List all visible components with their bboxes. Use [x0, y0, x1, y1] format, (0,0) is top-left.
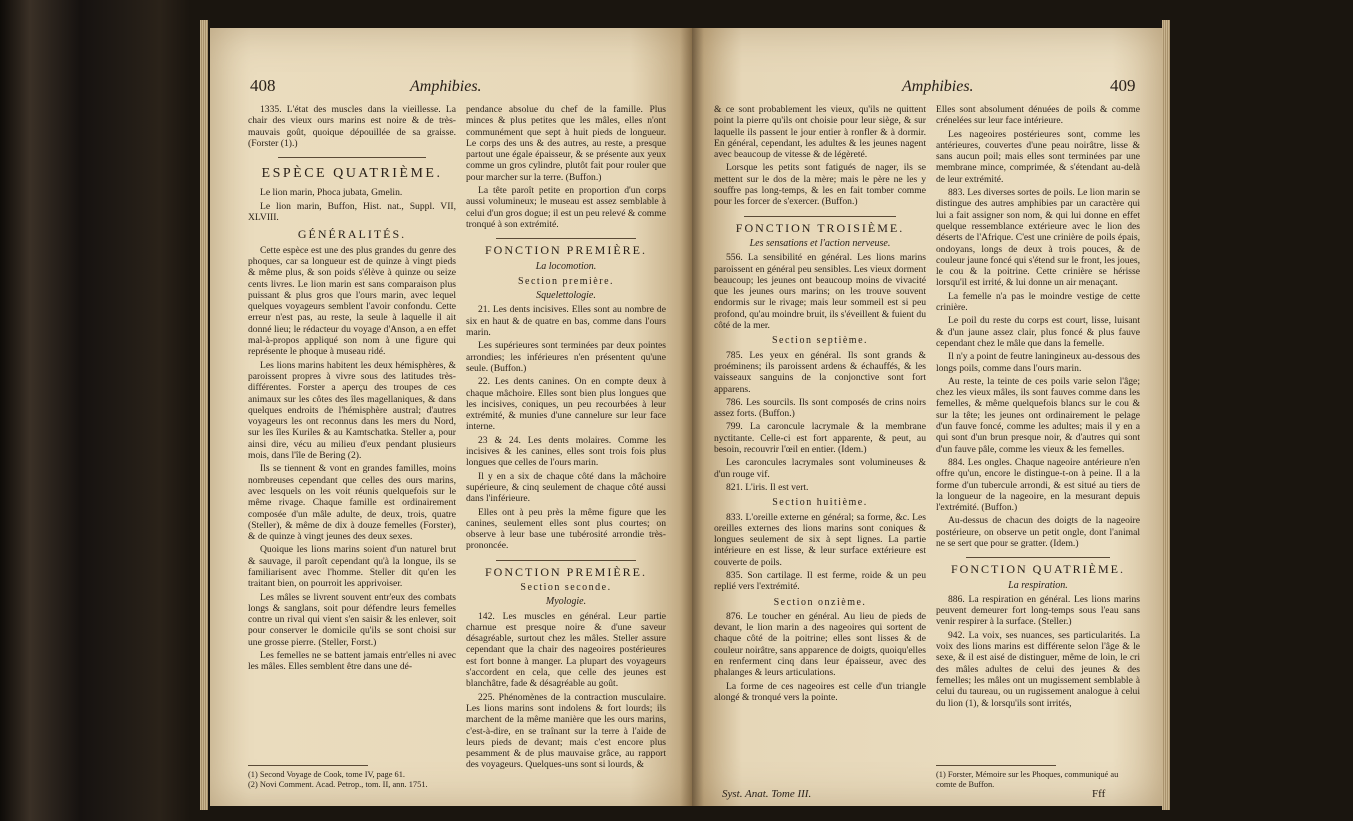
section-heading: FONCTION PREMIÈRE.: [484, 564, 647, 579]
subsection-title: La locomotion.: [535, 260, 597, 272]
signature-mark: Syst. Anat. Tome III.: [722, 788, 812, 800]
section-rule: [966, 557, 1110, 558]
right-page-number: 409: [1110, 76, 1136, 95]
paragraph: La tête paroît petite en proportion d'un corps aussi volumineux; le museau est assez semblable à celui d'un gros dogue; il est un peu relevé & comme tronqué à son extrémité.: [466, 185, 666, 230]
paragraph: 833. L'oreille externe en général; sa forme, &c. Les oreilles externes des lions marins sont coniques & longues seulement de six à sept lignes. La partie intérieure en est lisse, & leur surface extérieure est couverte de poils.: [714, 511, 926, 568]
paragraph: Quoique les lions marins soient d'un naturel brut & sauvage, il paroît cependant qu'à la longue, ils se familiarisent avec l'homme. Steller dit qu'en les traitant bien, on pourroit les apprivoiser.: [248, 544, 456, 590]
section-rule: [496, 560, 636, 561]
subsection-heading: Section septième.: [771, 335, 869, 347]
paragraph: Les femelles ne se battent jamais entr'elles ni avec les mâles. Elles semblent être dans une dé-: [248, 650, 456, 673]
subsection-heading: Section onzième.: [773, 596, 867, 608]
paragraph: Cette espèce est une des plus grandes du genre des phoques, car sa longueur est de quinze à vingt pieds & même plus, & son poids s'élève à quinze ou seize cents livres. Le lion marin est sans comparaison plus puissant & plus gros que l'ours marin, avec lequel quelques voyageurs semblent l'avoir confondu. Cette erreur n'est pas, au reste, la seule à laquelle il ait donné lieu; le rédacteur du voyage d'Anson, a en effet mal-à-propos appliqué son nom à une figure qui représente le phoque à museau ridé.: [248, 244, 456, 358]
paragraph: 22. Les dents canines. On en compte deux à chaque mâchoire. Elles sont bien plus longues que les incisives, coniques, un peu recourbées à leur extrémité, & munies d'une cannelure sur leur face interne.: [466, 376, 666, 433]
section-heading: ESPÈCE QUATRIÈME.: [261, 166, 443, 182]
right-column-2: [936, 104, 1140, 711]
subsection-heading: Section première.: [517, 275, 615, 287]
paragraph: 556. La sensibilité en général. Les lions marins paroissent en général peu sensibles. Les vieux dorment beaucoup; les jeunes ont beaucoup moins de vivacité que les jeunes ours marins; on les trouve souvent endormis sur le rivage; mais leur sommeil est si peu profond, qu'au moindre bruit, ils s'éveillent & fuient du côté de la mer.: [714, 252, 926, 332]
subsection-title: La respiration.: [1008, 579, 1068, 591]
paragraph: 1335. L'état des muscles dans la vieillesse. La chair des vieux ours marins est noire & de très-mauvais goût, quoique dépouillée de sa graisse. (Forster (1).): [248, 104, 456, 149]
paragraph: 142. Les muscles en général. Leur partie charnue est presque noire & d'une saveur désagréable, surtout chez les mâles. Steller assure cependant que la chair des nageoires postérieures est fort bonne à manger. La plupart des voyageurs s'accordent en cela, que celle des jeunes est blanchâtre, fade & désagréable au goût.: [466, 610, 666, 690]
paragraph: pendance absolue du chef de la famille. Plus minces & plus petites que les mâles, elles n'ont communément que sept à huit pieds de longueur. Le corps des uns & des autres, au reste, a presque partout une égale épaisseur, & se présente aux yeux comme un gros cylindre, plutôt fait pour rouler que pour marcher sur la terre. (Buffon.): [466, 104, 666, 183]
paragraph: Le poil du reste du corps est court, lisse, luisant & d'un jaune assez clair, plus foncé & plus fauve cependant chez le mâle que dans la femelle.: [936, 315, 1140, 349]
left-column-2: [466, 104, 666, 773]
paragraph: Il n'y a point de feutre laningineux au-dessous des longs poils, comme dans l'ours marin.: [936, 351, 1140, 374]
paragraph: Le lion marin, Buffon, Hist. nat., Suppl. VII, XLVIII.: [248, 200, 456, 224]
right-running-head: Amphibies.: [902, 78, 974, 95]
paragraph: 799. La caroncule lacrymale & la membrane nyctitante. Celle-ci est fort apparente, & peut, au besoin, recouvrir l'œil en entier. (Idem.): [714, 421, 926, 456]
section-heading: GÉNÉRALITÉS.: [297, 227, 407, 242]
paragraph: 883. Les diverses sortes de poils. Le lion marin se distingue des autres amphibies par un caractère qui lui a fait assigner son nom, & qui lui donne en effet quelque ressemblance extérieure avec le lion des déserts de l'Afrique. C'est une crinière de poils épais, ondoyans, longs de deux à trois pouces, & de couleur jaune foncé qui s'étend sur le front, les joues, le cou & la poitrine. Cette crinière se hérisse lorsqu'il est irrité, & lui donne un air menaçant.: [936, 187, 1140, 289]
paragraph: 876. Le toucher en général. Au lieu de pieds de devant, le lion marin a des nageoires qui sortent de chaque côté de la poitrine; elles sont lisses & de couleur noirâtre, sans apparence de doigts, quoiqu'elles en renferment cinq dans leur épaisseur, avec des phalanges & leurs articulations.: [714, 610, 926, 679]
paragraph: Lorsque les petits sont fatigués de nager, ils se mettent sur le dos de la mère; mais le père ne les y souffre pas long-temps, & les en fait tomber comme pour les forcer de s'exercer. (Buffon.): [714, 162, 926, 208]
left-footnotes: [248, 770, 456, 790]
right-page-edge: [1162, 20, 1170, 810]
paragraph: Au-dessus de chacun des doigts de la nageoire postérieure, on observe un petit ongle, dont l'animal ne se sert que pour se gratter. (Idem.): [936, 515, 1140, 549]
section-heading: FONCTION QUATRIÈME.: [951, 562, 1125, 577]
paragraph: Elles ont à peu près la même figure que les canines, seulement elles sont plus courtes; on observe à leur base une tubérosité arrondie très-prononcée.: [466, 506, 666, 552]
subsection-heading: Section seconde.: [520, 581, 612, 593]
right-column-1: [714, 104, 926, 705]
paragraph: La femelle n'a pas le moindre vestige de cette crinière.: [936, 290, 1140, 314]
paragraph: Il y en a six de chaque côté dans la mâchoire supérieure, & cinq seulement de chaque côté aussi dans l'inférieure.: [466, 470, 666, 505]
paragraph: Les mâles se livrent souvent entr'eux des combats longs & sanglans, soit pour défendre leurs femelles contre un rival qui vient s'en saisir & les enlever, soit pour conserver le domicile qu'ils se sont choisi sur une grosse pierre. (Steller, Forst.): [248, 591, 456, 648]
paragraph: Les lions marins habitent les deux hémisphères, & paroissent propres à vivre sous des latitudes très-différentes. Forster a aperçu des troupes de ces animaux sur les côtes des îles magellaniques, & dans quelques endroits de l'hémisphère austral; d'autres voyageurs les ont reconnus dans les mers du Nord, sur les îles Kuriles & au Kamtschatka. Steller a, pour ainsi dire, vécu au milieu d'eux pendant plusieurs mois, dans l'île de Bering (2).: [248, 359, 456, 462]
section-heading: FONCTION TROISIÈME.: [735, 220, 905, 235]
section-heading: FONCTION PREMIÈRE.: [484, 243, 647, 258]
paragraph: 785. Les yeux en général. Ils sont grands & proéminens; ils paroissent ardens & échauffés, & les vaisseaux sanguins de la conjonctive sont fort apparens.: [714, 349, 926, 395]
subsection-title: Squelettologie.: [536, 290, 596, 302]
subsection-heading: Section huitième.: [772, 497, 868, 509]
footnote: (1) Forster, Mémoire sur les Phoques, communiqué au comte de Buffon.: [936, 770, 1119, 789]
section-rule: [496, 238, 636, 239]
paragraph: 786. Les sourcils. Ils sont composés de crins noirs assez forts. (Buffon.): [714, 396, 926, 420]
left-page: [210, 28, 692, 806]
paragraph: & ce sont probablement les vieux, qu'ils ne quittent point la pierre qu'ils ont choisie pour leur siège, & sur laquelle ils passent le jour entier à ronfler & à dormir. En général, cependant, les adultes & les jeunes nagent avec beaucoup de vitesse & de légèreté.: [714, 104, 926, 161]
paragraph: Les supérieures sont terminées par deux pointes arrondies; les inférieures n'en présentent qu'une seule. (Buffon.): [466, 340, 666, 374]
subsection-title: Myologie.: [545, 596, 587, 608]
left-running-head: Amphibies.: [410, 78, 482, 95]
left-page-edge: [200, 20, 208, 810]
paragraph: Ils se tiennent & vont en grandes familles, moins nombreuses cependant que celles des ours marins, avec lesquels on les voit réunis quelquefois sur le même rivage. Chaque famille est ordinairement composée d'un mâle adulte, de deux, trois, quatre (Steller), & même de dix à douze femelles (Forster), & de quinze à vingt jeunes des deux sexes.: [248, 463, 456, 543]
subsection-title: Les sensations et l'action nerveuse.: [749, 237, 891, 249]
paragraph: La forme de ces nageoires est celle d'un triangle alongé & tronqué vers la pointe.: [714, 680, 926, 703]
footnote-rule: [248, 765, 368, 766]
paragraph: 942. La voix, ses nuances, ses particularités. La voix des lions marins est différente selon l'âge & le sexe, & il est aisé de distinguer, même de loin, le cri des mâles adultes de celui des jeunes & des femelles; les mâles ont un mugissement semblable à celui du taureau, ou un rugissement analogue à celui du lion (1), & lorsqu'ils sont irrités,: [936, 629, 1140, 709]
paragraph: 225. Phénomènes de la contraction musculaire. Les lions marins sont indolens & fort lourds; ils marchent de la même manière que les ours marins, c'est-à-dire, en se traînant sur la terre à l'aide de leurs pieds de devant; mais c'est encore plus pesamment & de plus mauvaise grâce, au rapport des voyageurs. Quelques-uns sont si lourds, &: [466, 691, 666, 771]
footnote-rule: [936, 765, 1056, 766]
paragraph: 886. La respiration en général. Les lions marins peuvent demeurer fort long-temps sous l'eau sans venir respirer à la surface. (Steller.): [936, 593, 1140, 628]
section-rule: [278, 157, 426, 158]
footnote: (1) Second Voyage de Cook, tome IV, page 61.: [248, 770, 406, 779]
paragraph: Elles sont absolument dénuées de poils & comme crénelées sur leur face intérieure.: [936, 104, 1140, 127]
paragraph: Les caroncules lacrymales sont volumineuses & d'un rouge vif.: [714, 457, 926, 480]
paragraph: Le lion marin, Phoca jubata, Gmelin.: [260, 187, 403, 199]
paragraph: 835. Son cartilage. Il est ferme, roide & un peu replié vers l'extrémité.: [714, 569, 926, 593]
paragraph: 884. Les ongles. Chaque nageoire antérieure n'en offre qu'un, encore le distingue-t-on à peine. Il a la forme d'un tubercule arrondi, & est situé au tiers de la longueur de la nageoire, en la mesurant depuis l'extrémité. (Buffon.): [936, 456, 1140, 514]
left-page-number: 408: [250, 76, 276, 95]
paragraph: Les nageoires postérieures sont, comme les antérieures, couvertes d'une peau noirâtre, lisse & sans aucun poil; mais elles sont terminées par une membrane mince, comprimée, & s'étendant au-delà de leur extrémité.: [936, 128, 1140, 185]
left-column-1: [248, 104, 456, 675]
right-footnotes: [936, 770, 1140, 790]
right-page: [692, 28, 1162, 806]
paragraph: 23 & 24. Les dents molaires. Comme les incisives & les canines, elles sont trois fois plus longues que celles de l'ours marin.: [466, 434, 666, 469]
footnote: (2) Novi Comment. Acad. Petrop., tom. II, ann. 1751.: [248, 780, 428, 789]
paragraph: 821. L'iris. Il est vert.: [726, 481, 809, 493]
paragraph: 21. Les dents incisives. Elles sont au nombre de six en haut & de quatre en bas, comme dans l'ours marin.: [466, 304, 666, 339]
section-rule: [744, 216, 896, 217]
gathering-mark: Fff: [1092, 788, 1106, 800]
paragraph: Au reste, la teinte de ces poils varie selon l'âge; chez les vieux mâles, ils sont fauves comme dans les femelles, & même quelquefois blancs sur le cou & sur la tête; les jeunes ont ordinairement le pelage d'un fauve foncé, comme les adultes; mais il y en a qui sont d'un brun presque noir, & d'autres qui sont d'un fauve pâle, comme les vieux & les femelles.: [936, 375, 1140, 455]
